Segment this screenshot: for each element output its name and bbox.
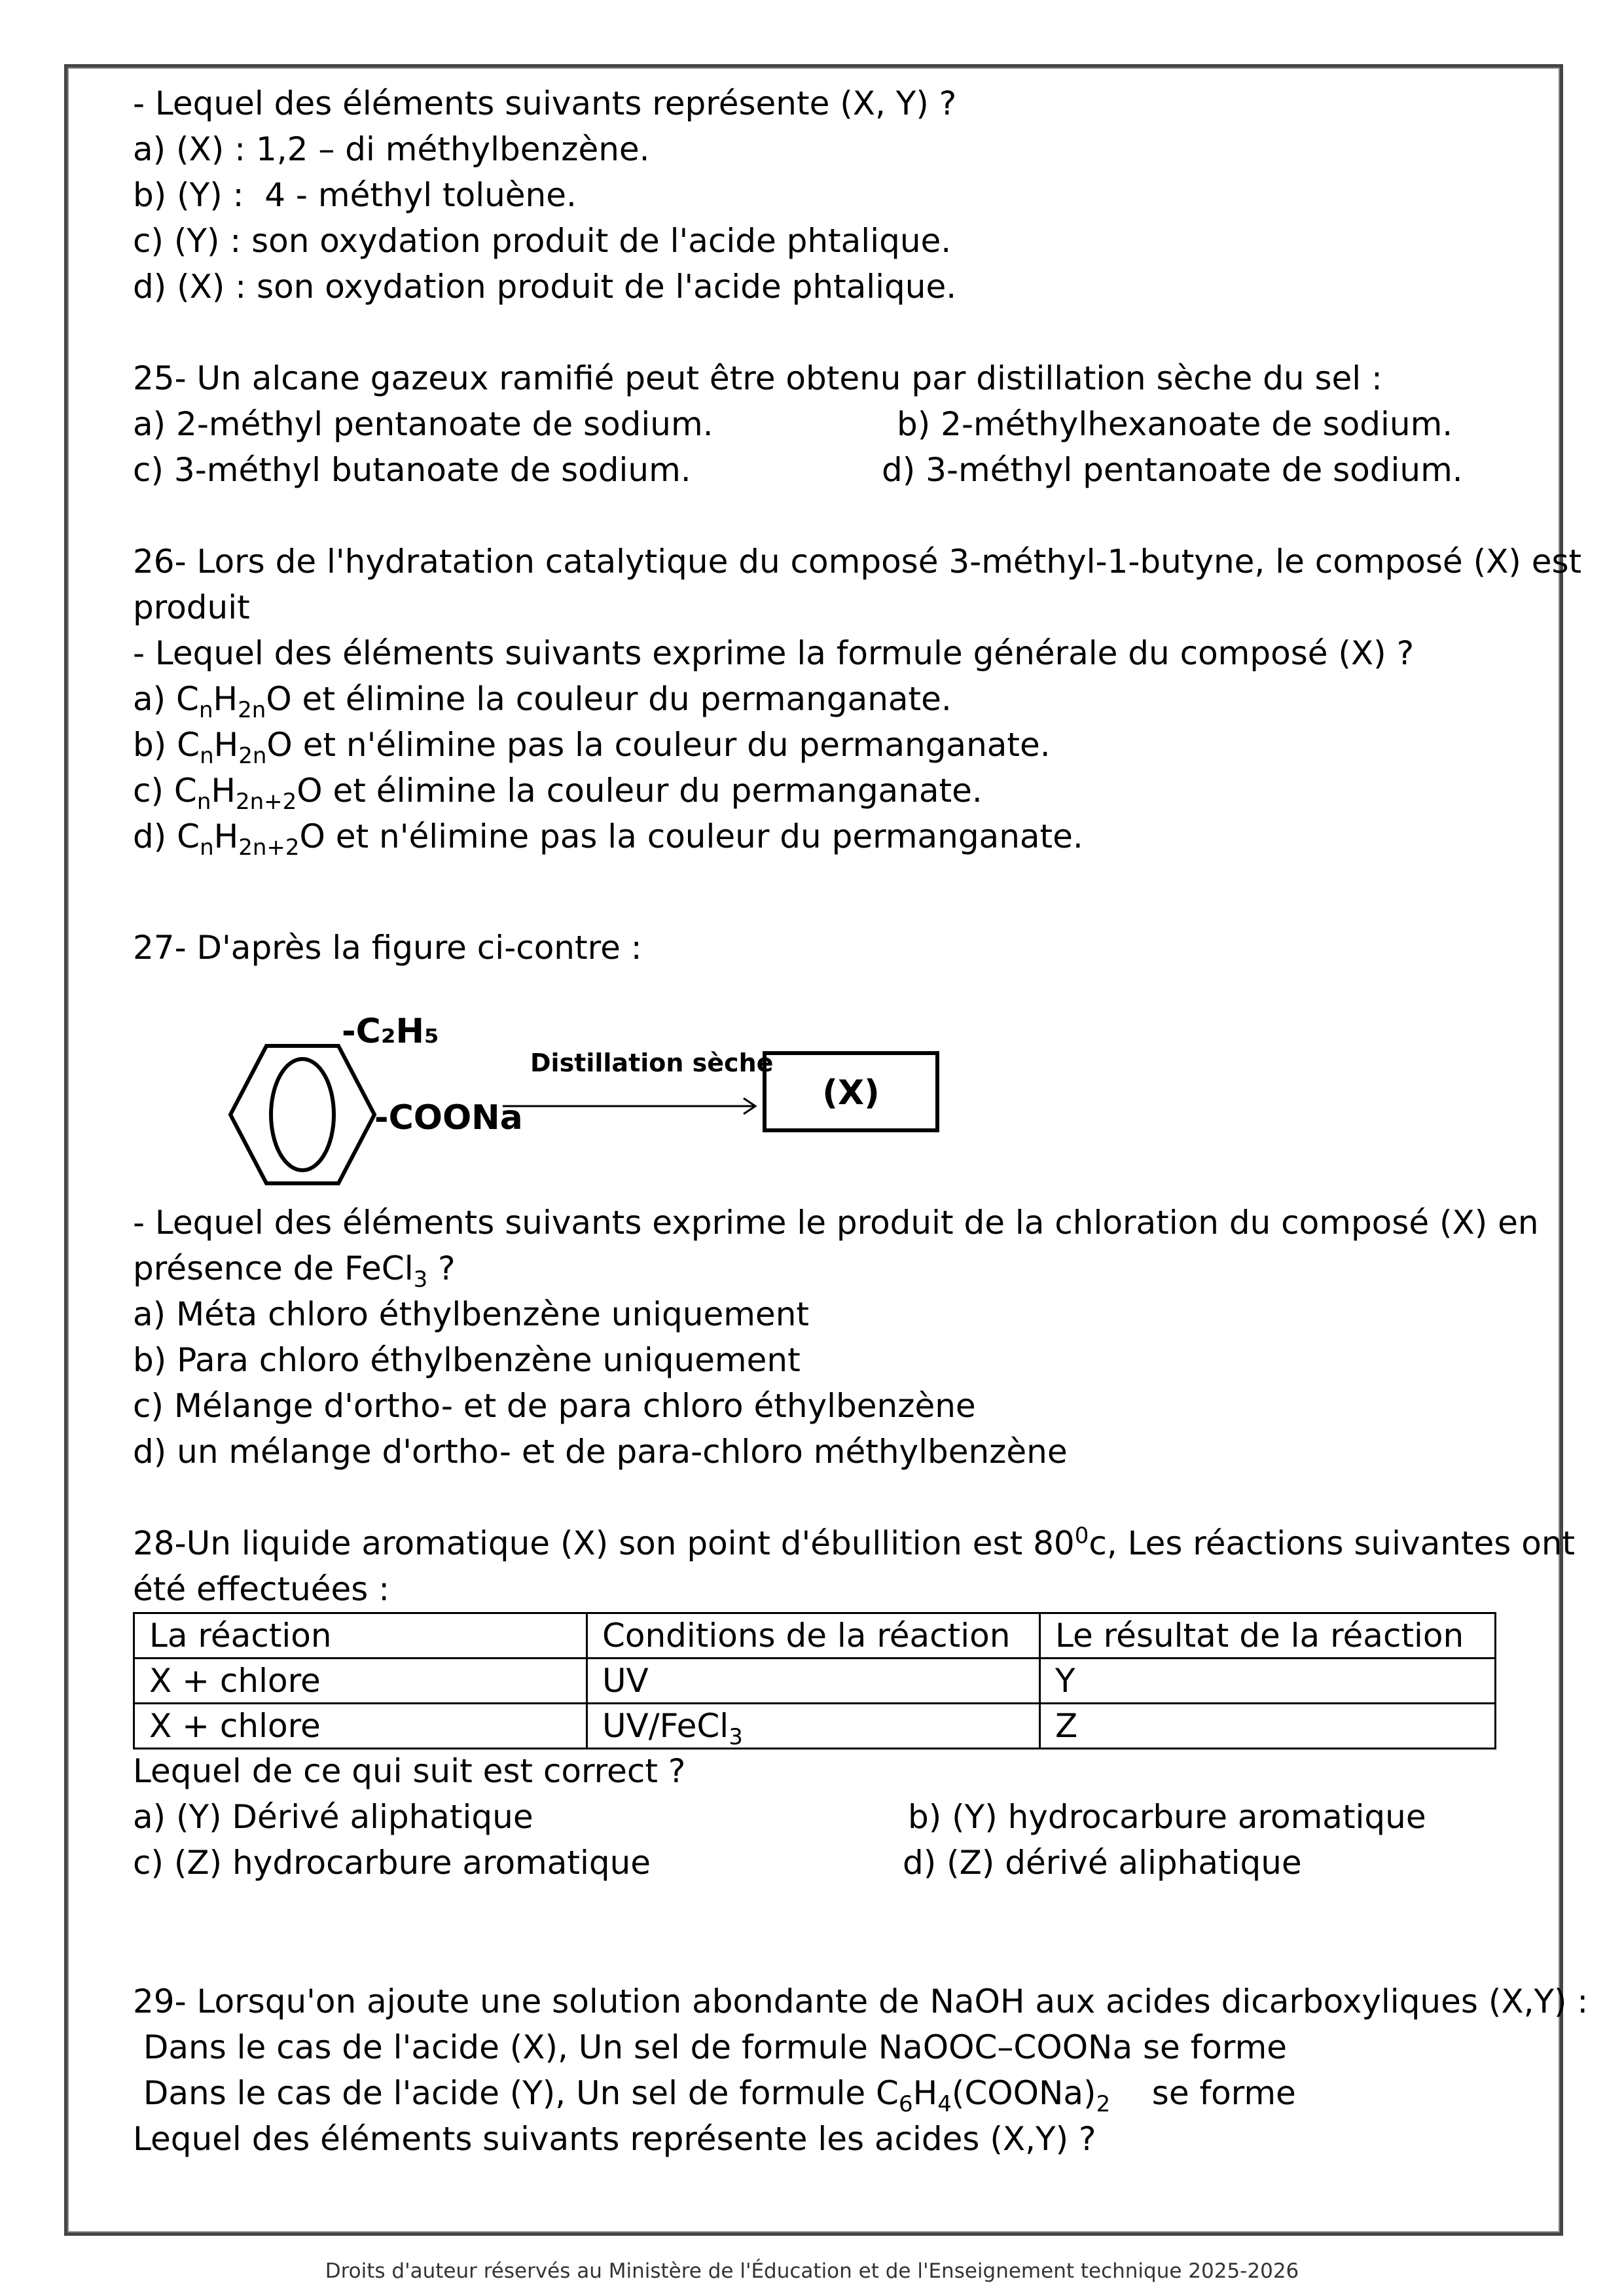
q27-option-a: a) Méta chloro éthylbenzène uniquement bbox=[133, 1295, 809, 1333]
q27-option-b: b) Para chloro éthylbenzène uniquement bbox=[133, 1341, 801, 1379]
q24-option-a: a) (X) : 1,2 – di méthylbenzène. bbox=[133, 130, 650, 168]
table-row bbox=[134, 1659, 1496, 1704]
q27-option-c: c) Mélange d'ortho- et de para chloro éthylbenzène bbox=[133, 1387, 976, 1425]
table-header: Conditions de la réaction bbox=[586, 1613, 1039, 1659]
q24-option-c: c) (Y) : son oxydation produit de l'acide phtalique. bbox=[133, 222, 952, 260]
q29-line2: Dans le cas de l'acide (X), Un sel de formule NaOOC–COONa se forme bbox=[133, 2028, 1288, 2066]
benzene-ring bbox=[230, 1046, 374, 1183]
q26-option-a: a) $C_nH_{2n}O$ et élimine la couleur du permanganate. bbox=[133, 680, 952, 723]
q28-question-line2: été effectuées : bbox=[133, 1570, 390, 1608]
q25-option-b: b) 2-méthylhexanoate de sodium. bbox=[897, 405, 1453, 443]
q28-question-line3: Lequel de ce qui suit est correct ? bbox=[133, 1752, 686, 1790]
q24-question: - Lequel des éléments suivants représente (X, Y) ? bbox=[133, 84, 957, 122]
table-header: La réaction bbox=[134, 1613, 587, 1659]
q26-question-line2: produit bbox=[133, 588, 250, 626]
reaction-table bbox=[133, 1612, 1496, 1749]
q27-question-line1: - Lequel des éléments suivants exprime le produit de la chloration du composé (X) en bbox=[133, 1204, 1539, 1242]
table-cell: UV bbox=[586, 1659, 1039, 1704]
table-row bbox=[134, 1704, 1496, 1749]
q28-option-a: a) (Y) Dérivé aliphatique bbox=[133, 1798, 533, 1836]
q27-question-line2: présence de FeCl$_3$ ? bbox=[133, 1249, 456, 1293]
aromatic-circle bbox=[271, 1059, 334, 1170]
arrow-label: Distillation sèche bbox=[530, 1049, 774, 1077]
table-cell: UV/FeCl$_3$ bbox=[586, 1704, 1039, 1749]
q27-option-d: d) un mélange d'ortho- et de para-chloro méthylbenzène bbox=[133, 1433, 1068, 1471]
table-cell: Z bbox=[1040, 1704, 1496, 1749]
q26-option-b: b) $C_nH_{2n}O$ et n'élimine pas la couleur du permanganate. bbox=[133, 726, 1051, 769]
ethyl-substituent: -C₂H₅ bbox=[342, 1012, 439, 1051]
q26-option-d: d) $C_nH_{2n+2}O$ et n'élimine pas la couleur du permanganate. bbox=[133, 817, 1083, 861]
q25-question: 25- Un alcane gazeux ramifié peut être obtenu par distillation sèche du sel : bbox=[133, 359, 1382, 397]
carboxylate-substituent: -COONa bbox=[374, 1098, 523, 1138]
copyright-footer: Droits d'auteur réservés au Ministère de l'Éducation et de l'Enseignement technique 2025-2026 bbox=[325, 2259, 1299, 2283]
q27-question: 27- D'après la figure ci-contre : bbox=[133, 929, 642, 967]
product-label: (X) bbox=[822, 1073, 880, 1113]
q29-line3: Dans le cas de l'acide (Y), Un sel de formule $C_6H_4(COONa)_2$ se forme bbox=[133, 2074, 1296, 2117]
q28-option-c: c) (Z) hydrocarbure aromatique bbox=[133, 1844, 651, 1882]
q25-option-a: a) 2-méthyl pentanoate de sodium. bbox=[133, 405, 713, 443]
table-header: Le résultat de la réaction bbox=[1040, 1613, 1496, 1659]
table-cell: Y bbox=[1040, 1659, 1496, 1704]
table-header-row bbox=[134, 1613, 1496, 1659]
q26-question-line3: - Lequel des éléments suivants exprime la formule générale du composé (X) ? bbox=[133, 634, 1415, 672]
q28-option-d: d) (Z) dérivé aliphatique bbox=[903, 1844, 1302, 1882]
table-cell: X + chlore bbox=[134, 1704, 587, 1749]
q24-option-b: b) (Y) : 4 - méthyl toluène. bbox=[133, 176, 577, 214]
q25-option-c: c) 3-méthyl butanoate de sodium. bbox=[133, 451, 691, 489]
q29-question: 29- Lorsqu'on ajoute une solution abondante de NaOH aux acides dicarboxyliques (X,Y) : bbox=[133, 1982, 1589, 2020]
q28-option-b: b) (Y) hydrocarbure aromatique bbox=[908, 1798, 1426, 1836]
q27-reaction-diagram bbox=[216, 995, 988, 1230]
q29-line4: Lequel des éléments suivants représente les acides (X,Y) ? bbox=[133, 2120, 1096, 2158]
q26-option-c: c) $C_nH_{2n+2}O$ et élimine la couleur du permanganate. bbox=[133, 772, 983, 815]
table-cell: X + chlore bbox=[134, 1659, 587, 1704]
q25-option-d: d) 3-méthyl pentanoate de sodium. bbox=[882, 451, 1463, 489]
q28-question-line1: 28-Un liquide aromatique (X) son point d'ébullition est $80^0c$, Les réactions suivantes ont bbox=[133, 1522, 1576, 1562]
q24-option-d: d) (X) : son oxydation produit de l'acide phtalique. bbox=[133, 268, 957, 306]
q26-question-line1: 26- Lors de l'hydratation catalytique du composé 3-méthyl-1-butyne, le composé (X) est bbox=[133, 543, 1582, 581]
